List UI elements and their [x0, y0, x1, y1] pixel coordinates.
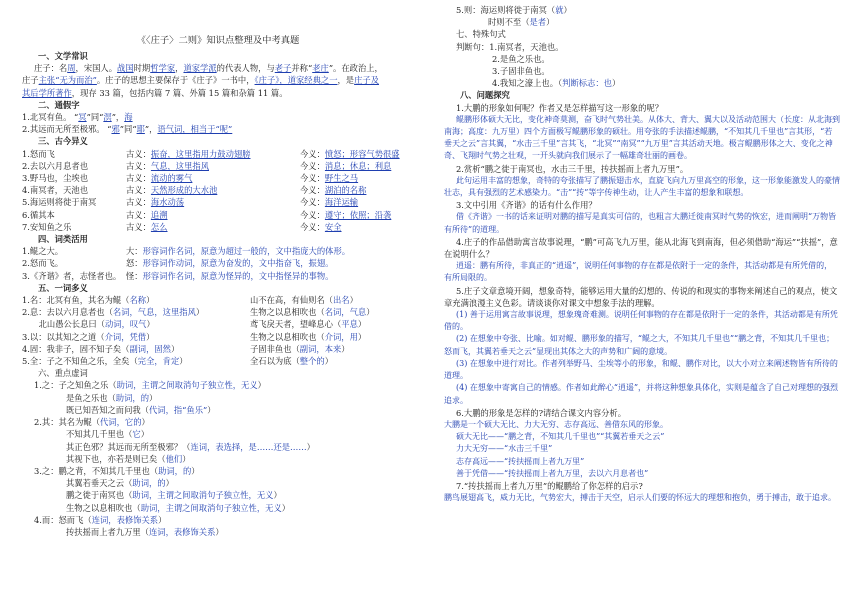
- section-huoyong-heading: 四、词类活用: [38, 234, 88, 245]
- text: 助词，的: [132, 478, 166, 489]
- xuci-line: [22, 453, 414, 465]
- text: 3.以：以其知之之道（: [22, 331, 105, 342]
- duoyi-left: [22, 294, 250, 306]
- text: ”。在政治上，: [328, 63, 383, 74]
- duoyi-row: [22, 343, 414, 355]
- duoyi-row: [22, 355, 414, 367]
- xuci-line: [22, 428, 414, 440]
- text: 怪：: [126, 270, 143, 281]
- text: 介词，用: [324, 331, 358, 342]
- duoyi-left: [22, 355, 250, 367]
- duoyi-right: [250, 318, 414, 330]
- section-jushi-heading: 七、特殊句式: [456, 29, 506, 40]
- text: 5.则：海运则将徙于南冥（: [456, 5, 556, 15]
- text: 名词，气息: [324, 307, 367, 318]
- question-3: 3.文中引用《齐谐》的话有什么作用？: [456, 200, 597, 211]
- text: 海洋运输: [324, 197, 359, 208]
- gujin-table: [22, 148, 414, 233]
- duoyi-right: [250, 306, 414, 318]
- tongjia-row-1: [22, 111, 414, 123]
- duoyi-row: [22, 306, 414, 318]
- page-title: 《〈庄子〉二则》知识点整理及中考真题: [136, 35, 300, 46]
- text: 北山愚公长息曰（: [22, 319, 105, 330]
- text: ）: [165, 478, 174, 489]
- text: 时期: [133, 63, 151, 74]
- text: 副词，固然: [129, 343, 171, 354]
- text: 古义：: [126, 160, 151, 171]
- text: ）: [195, 307, 205, 318]
- xuci-line: [22, 379, 414, 391]
- text: 语气词，相当于“呢”: [157, 124, 233, 135]
- text: 气息，这里指风: [150, 160, 209, 171]
- jushi-line: 2.是鱼之乐也。: [492, 53, 550, 64]
- text: 今义：: [300, 197, 325, 208]
- question-5: 5.庄子文章意境开阔，想象奇特，能够运用大量的幻想的、传说的和现实的事物来阐述自己的观点，使文章充满浪漫主义色彩。请谈谈你对课文中想象手法的理解。: [444, 285, 838, 308]
- xuci-ze-line: [444, 16, 840, 28]
- gujin-new: [300, 196, 414, 208]
- text: 主张“无为而治”: [38, 75, 97, 86]
- section-xuci-heading: 六、重点虚词: [38, 368, 88, 379]
- answer-6-3: 力大无穷——“水击三千里”: [456, 444, 553, 454]
- text: ）: [141, 417, 150, 428]
- text: 耶: [136, 124, 145, 135]
- jushi-line: 判断句：1.南冥者，天池也。: [456, 41, 564, 52]
- text: ）: [563, 5, 572, 15]
- section-tongjia-heading: 二、通假字: [38, 99, 80, 110]
- text: 。庄子的思想主要保存于《庄子》一书中，: [96, 75, 255, 86]
- text: 消息；休息；利息: [324, 160, 392, 171]
- text: ）: [324, 356, 334, 367]
- text: ）: [207, 404, 216, 415]
- text: 助词，主谓之间取消句子独立性，无义: [140, 502, 282, 513]
- text: 今义：: [300, 173, 325, 184]
- answer-5-2: (2) 在想象中夸张、比喻。如对鲲、鹏形象的描写，“鲲之大，不知其几千里也”“鹏之背，不知其几千里也；怒而飞，其翼若垂天之云”显现出其体之大的声势和广阔的意境。: [444, 334, 835, 356]
- text: 其视下也，亦若是则已矣（: [66, 453, 166, 464]
- text: ”同“: [86, 112, 104, 123]
- text: 助词，的: [115, 392, 149, 403]
- gujin-example: 7.安知鱼之乐: [22, 221, 72, 232]
- text: 连词，表修饰关系: [148, 526, 216, 537]
- text: ）: [146, 319, 155, 330]
- gujin-example: 3.野马也，尘埃也: [22, 173, 88, 184]
- huoyong-explain: [126, 245, 414, 257]
- duoyi-left: [22, 318, 250, 330]
- xuci-line: [22, 526, 414, 538]
- text: 哲学家: [150, 63, 176, 74]
- text: 怎么: [150, 221, 168, 232]
- text: 其后学所著作: [22, 87, 72, 98]
- text: ）: [281, 502, 291, 513]
- text: 邪: [111, 124, 120, 135]
- answer-7: 鹏鸟展翅高飞，威力无比，气势宏大，搏击于天空，启示人们要的怀远大的理想和抱负，勇于搏击，敢于追求。: [444, 493, 836, 503]
- text: 大：: [126, 246, 143, 257]
- gujin-row: [22, 172, 414, 184]
- text: 怒：: [126, 258, 143, 269]
- text: ”同“: [119, 124, 137, 135]
- literature-line-1: [22, 62, 414, 74]
- gujin-new: [300, 209, 414, 221]
- xuci-line: [22, 441, 414, 453]
- text: 连词，表选择，是……还是……: [190, 441, 307, 452]
- section-tanjiu-heading: 八、问题探究: [460, 90, 510, 101]
- gujin-new: [300, 148, 414, 160]
- answer-6-2: 硕大无比——“鹏之背，不知其几千里也”“其翼若垂天之云”: [456, 432, 665, 442]
- huoyong-row: [22, 270, 414, 282]
- section-gujin-heading: 三、古今异义: [38, 136, 88, 147]
- question-6: 6.大鹏的形象是怎样的?请结合课文内容分析。: [456, 407, 627, 418]
- jushi-line: [444, 77, 840, 89]
- gujin-row: [22, 209, 414, 221]
- gujin-example: 4.南冥者，天池也: [22, 185, 88, 196]
- text: 今义：: [300, 148, 325, 159]
- text: 是者: [529, 17, 547, 28]
- text: 老子: [274, 63, 292, 74]
- text: ）: [341, 343, 350, 354]
- gujin-example: 2.去以六月息者也: [22, 160, 88, 171]
- duoyi-left: [22, 306, 250, 318]
- xuci-line: [22, 392, 414, 404]
- text: 振奋，这里指用力鼓动翅膀: [150, 148, 251, 159]
- text: 古义：: [126, 221, 151, 232]
- text: 庄子: [22, 75, 39, 86]
- text: 子固非鱼也（: [250, 343, 300, 354]
- text: 流动的雾气: [150, 173, 193, 184]
- duoyi-right: [250, 355, 414, 367]
- gujin-old: [126, 184, 300, 196]
- text: ，: [175, 63, 184, 74]
- text: 老庄: [312, 63, 329, 74]
- question-1: 1.大鹏的形象如何呢？作者又是怎样描写这一形象的呢？: [456, 102, 664, 113]
- text: 代词，指“鱼乐”: [148, 404, 208, 415]
- text: 古义：: [126, 197, 151, 208]
- text: 遵守；依照；沿袭: [324, 209, 392, 220]
- text: ）: [611, 78, 621, 89]
- text: 安全: [324, 221, 342, 232]
- text: 今义：: [300, 160, 325, 171]
- text: 既已知吾知之而问我（: [66, 404, 149, 415]
- text: 助词，的: [158, 465, 192, 476]
- text: 副词，本来: [299, 343, 342, 354]
- huoyong-explain: [126, 257, 414, 269]
- huoyong-example: 3.《齐谐》者，志怪者也。: [22, 270, 122, 281]
- text: 它: [132, 429, 141, 440]
- gujin-new: [300, 221, 414, 233]
- text: ）: [179, 356, 188, 367]
- duoyi-row: [22, 318, 414, 330]
- text: 并称“: [291, 63, 313, 74]
- duoyi-row: [22, 294, 414, 306]
- text: ”，: [111, 112, 125, 123]
- text: ，宋国人。: [75, 63, 118, 74]
- gujin-row: [22, 160, 414, 172]
- answer-6-1: 大鹏是一个硕大无比、力大无穷、志存高远、善借东风的形象。: [444, 419, 668, 429]
- text: 助词，主谓之间取消句子独立性，无义: [116, 380, 258, 391]
- gujin-new: [300, 160, 414, 172]
- text: ）: [366, 307, 375, 318]
- huoyong-row: [22, 257, 414, 269]
- text: 冥: [78, 112, 87, 123]
- gujin-old: [126, 221, 300, 233]
- text: ）: [349, 295, 358, 306]
- text: ，是: [337, 75, 355, 86]
- text: 判断标志：也: [562, 78, 612, 89]
- duoyi-left: [22, 343, 250, 355]
- gujin-old: [126, 196, 300, 208]
- text: 形容词作名词，原意为超过一般的，文中指庞大的体形。: [142, 246, 351, 257]
- answer-2: 此句运用丰富的想象，奇特的夸张描写了鹏振翅击水，直旋飞向九万里高空的形象，这一形象能激发人的豪情壮志，具有强烈的艺术感染力。“击”“抟”等字传神生动，让人产生丰富的想象和联想。: [444, 175, 840, 198]
- text: 的代表人物，与: [216, 63, 275, 74]
- text: 今义：: [300, 185, 325, 196]
- answer-6-4: 志存高远——“抟扶摇而上者九万里”: [456, 456, 585, 466]
- text: ）: [146, 331, 155, 342]
- text: 生物之以息相吹也（: [250, 307, 325, 318]
- text: 天然形成的大水池: [150, 185, 218, 196]
- gujin-row: [22, 148, 414, 160]
- text: 助词，主谓之间取消句子独立性，无义: [132, 490, 274, 501]
- gujin-row: [22, 184, 414, 196]
- text: ）: [170, 343, 180, 354]
- text: 不知其几千里也（: [66, 429, 133, 440]
- text: 湖泊的名称: [324, 185, 367, 196]
- text: 4.我知之濠上也。（: [492, 78, 563, 89]
- text: 其正色邪？其远而无所至极邪？（: [66, 441, 191, 452]
- text: 生物之以息相吹也（: [66, 502, 141, 513]
- text: 山不在高，有仙则名（: [250, 295, 333, 306]
- text: 周: [67, 63, 76, 74]
- text: 代词，它的: [100, 417, 142, 428]
- text: 《庄子》，道家经典之一: [254, 75, 338, 86]
- text: 1.北冥有鱼。 “: [22, 112, 79, 123]
- text: 今义：: [300, 209, 325, 220]
- gujin-example: 5.海运则将徙于南冥: [22, 197, 97, 208]
- xuci-line: [22, 514, 414, 526]
- text: 名词，气息，这里指风: [112, 307, 196, 318]
- text: 今义：: [300, 221, 325, 232]
- text: ）: [357, 319, 367, 330]
- gujin-example: 1.怒而飞: [22, 148, 55, 159]
- text: 是鱼之乐也（: [66, 392, 116, 403]
- huoyong-example: 1.鲲之大。: [22, 246, 64, 257]
- answer-5-3: (3) 在想象中进行对比。作者列举野马、尘埃等小的形象，和鲲、鹏作对比，以大小对立来阐述物皆有所待的道理。: [444, 358, 838, 381]
- gujin-new: [300, 172, 414, 184]
- text: 庄子：名: [34, 63, 68, 74]
- text: 生物之以息相吹也（: [250, 331, 325, 342]
- text: 道家学派: [183, 63, 217, 74]
- gujin-new: [300, 184, 414, 196]
- gujin-row: [22, 196, 414, 208]
- text: 其翼若垂天之云（: [66, 478, 133, 489]
- text: 1.之：子之知鱼之乐（: [34, 380, 117, 391]
- text: 愤怒；形容气势很盛: [324, 148, 400, 159]
- duoyi-row: [22, 331, 414, 343]
- text: ）: [273, 490, 282, 501]
- text: 平息: [341, 319, 358, 330]
- gujin-row: [22, 221, 414, 233]
- literature-line-2: [22, 74, 414, 86]
- text: 形容词作名词，原意为怪异的，文中指怪异的事物。: [142, 270, 334, 281]
- duoyi-right: [250, 294, 414, 306]
- text: ）: [149, 392, 158, 403]
- section-literature-heading: 一、文学常识: [38, 51, 88, 61]
- answer-4: 逍遥：鹏有所待，非真正的“逍遥”，说明任何事物的存在都是依附于一定的条件，其活动都是有所凭借的，有所局限的。: [444, 261, 833, 283]
- text: ）: [182, 453, 191, 464]
- text: 古义：: [126, 173, 151, 184]
- xuci-line: [22, 489, 414, 501]
- text: 出名: [332, 295, 350, 306]
- right-column: [444, 4, 840, 504]
- text: ）: [146, 295, 155, 306]
- text: 庄子及: [354, 75, 380, 86]
- text: ）: [191, 465, 200, 476]
- xuci-line: [22, 477, 414, 489]
- section-duoyi-heading: 五、一词多义: [38, 282, 88, 293]
- text: ）: [306, 441, 315, 452]
- huoyong-example: 2.怒而飞。: [22, 258, 64, 269]
- text: ）: [257, 380, 266, 391]
- text: 4.而：怒而飞（: [34, 514, 92, 525]
- text: 介词，凭借: [104, 331, 147, 342]
- text: 追溯: [150, 209, 168, 220]
- text: 3.之：鹏之背，不知其几千里也（: [34, 465, 159, 476]
- text: ，现存 33 篇，包括内篇 7 篇、外篇 15 篇和杂篇 11 篇。: [71, 87, 288, 98]
- text: 整个的: [299, 356, 325, 367]
- text: 连词，表修饰关系: [91, 514, 159, 525]
- gujin-old: [126, 148, 300, 160]
- text: ”，: [144, 124, 158, 135]
- text: 4.固：我非子，固不知子矣（: [22, 343, 130, 354]
- xuci-line: [22, 465, 414, 477]
- text: 海: [124, 112, 133, 123]
- text: 古义：: [126, 209, 151, 220]
- text: 溟: [103, 112, 112, 123]
- text: 野生之马: [324, 173, 359, 184]
- xuci-line: [22, 404, 414, 416]
- text: 形容词作动词，原意为奋发的，文中指奋飞，振翅。: [142, 258, 334, 269]
- text: 时则不至（: [488, 17, 530, 28]
- xuci-ze-line: [444, 4, 840, 16]
- literature-line-3: [22, 87, 414, 99]
- question-7: 7.“抟扶摇而上者九万里”的鲲鹏给了你怎样的启示?: [456, 480, 643, 491]
- text: ）: [357, 331, 367, 342]
- gujin-old: [126, 209, 300, 221]
- answer-1: 鲲鹏形体硕大无比，变化神奇莫测，奋飞时气势壮美。从体大、背大、翼大以及活动范围大（长度：从北海到南海；高度：九万里）四个方面极写鲲鹏形象的硕壮。用夸张的手法描述鲲鹏，“不知其几千里也”言其形，“若垂天之云”言其翼，“水击三千里”言其飞，“北冥”“南冥”“九万里”言其活动天地。极言鲲鹏形体之大、变化之神奇、飞翔时气势之壮观，一开头就向我们展示了一幅雄奇壮丽的画卷。: [444, 114, 840, 161]
- question-4: 4.庄子的作品借助寓言故事说理，“鹏”可高飞九万里，能从北海飞到南海，但必须借助“海运”“扶摇”，意在说明什么？: [444, 236, 838, 260]
- text: 完全，肯定: [137, 356, 180, 367]
- text: 古义：: [126, 185, 151, 196]
- answer-5-4: (4) 在想象中寄寓自己的情感。作者如此醉心“逍遥”，并将这种想象具体化，实则是蕴含了自己对理想的强烈追求。: [444, 383, 839, 405]
- text: 2.其远而无所至极邪。 “: [22, 124, 112, 135]
- text: ）: [215, 526, 224, 537]
- text: 海水动荡: [150, 197, 185, 208]
- text: 战国: [117, 63, 134, 74]
- gujin-example: 6.循其本: [22, 209, 55, 220]
- duoyi-right: [250, 331, 414, 343]
- gujin-old: [126, 172, 300, 184]
- left-column: [22, 34, 414, 538]
- tongjia-row-2: [22, 123, 414, 135]
- text: ）: [546, 17, 555, 28]
- text: 鸢飞戾天者，望峰息心（: [250, 319, 342, 330]
- answer-3: 借《齐谐》一书的话来证明对鹏的描写是真实可信的，也粗言大鹏迁徙南冥时气势的恢宏，进而阐明“万物皆有所待”的道理。: [444, 212, 837, 234]
- question-2: 2.赏析“鹏之徙于南冥也，水击三千里，抟扶摇而上者九万里”。: [456, 163, 689, 174]
- gujin-old: [126, 160, 300, 172]
- text: 鹏之徙于南冥也（: [66, 490, 133, 501]
- text: 他们: [165, 453, 183, 464]
- text: 动词，叹气: [104, 319, 147, 330]
- huoyong-row: [22, 245, 414, 257]
- text: 2.息：去以六月息者也（: [22, 307, 113, 318]
- answer-6-5: 善于凭借——“抟扶摇而上者九万里，去以六月息者也”: [456, 468, 649, 478]
- text: 就: [555, 5, 564, 15]
- text: 名称: [129, 295, 147, 306]
- jushi-line: 3.子固非鱼也。: [492, 66, 550, 77]
- duoyi-left: [22, 331, 250, 343]
- text: ）: [158, 514, 167, 525]
- xuci-line: [22, 502, 414, 514]
- text: 古义：: [126, 148, 151, 159]
- huoyong-explain: [126, 270, 414, 282]
- text: 1.名：北冥有鱼，其名为鲲（: [22, 295, 130, 306]
- duoyi-right: [250, 343, 414, 355]
- text: 全石以为底（: [250, 356, 300, 367]
- text: 5.全：子之不知鱼之乐，全矣（: [22, 356, 138, 367]
- xuci-line: [22, 416, 414, 428]
- answer-5-1: (1) 善于运用寓言故事说理，想象瑰奇难测。说明任何事物的存在都是依附于一定的条件，其活动都是有所凭借的。: [444, 310, 838, 332]
- text: 抟扶摇而上者九万里（: [66, 526, 149, 537]
- text: 2.其：其名为鲲（: [34, 417, 100, 428]
- text: ）: [140, 429, 150, 440]
